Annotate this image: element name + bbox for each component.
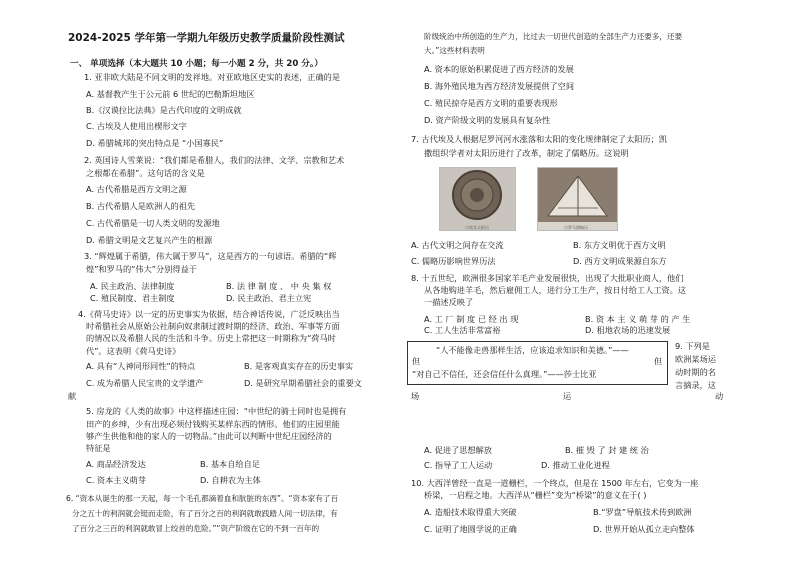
q3-option-a: A. 民主政治、法律制度 bbox=[90, 281, 175, 291]
q5-option-b: B. 基本自给自足 bbox=[200, 459, 260, 469]
q4-stem-line1: 4.《荷马史诗》以一定的历史事实为依据，结合神话传说，广泛反映出当 bbox=[78, 309, 340, 319]
q2-stem-line1: 2. 英国诗人雪莱说：“我们都是希腊人，我们的法律、文学、宗教和艺术 bbox=[84, 155, 345, 165]
egyptian-sun-calendar-image bbox=[439, 167, 516, 231]
q4-option-d: D. 是研究早期希腊社会的重要文 bbox=[244, 378, 362, 388]
q1-option-a: A. 基督教产生于公元前 6 世纪的巴勒斯坦地区 bbox=[86, 89, 255, 99]
q9-quote-1-author-end: 但 bbox=[654, 356, 663, 366]
q8-stem-line3: 一描述反映了 bbox=[424, 297, 474, 307]
q5-stem-line3: 够产生供他和他的家人的一切物品。”由此可以判断中世纪庄园经济的 bbox=[86, 431, 332, 441]
q9-quote-2: “对自己不信任，还会信任什么真理。”——莎士比亚 bbox=[412, 369, 597, 379]
q3-option-b: B. 法 律 制 度 、 中 央 集 权 bbox=[226, 281, 332, 291]
q4-stem-line2: 时希腊社会从原始公社制向奴隶制过渡时期的经济、政治、军事等方面 bbox=[86, 321, 340, 331]
right-column bbox=[397, 0, 794, 561]
q10-option-d: D. 世界开始从孤立走向整体 bbox=[593, 524, 695, 534]
q2-option-b: B. 古代希腊人是欧洲人的祖先 bbox=[86, 201, 196, 211]
q4-stem-line3: 的情况以及希腊人民的生活和斗争。历史上常把这一时期称为“荷马时 bbox=[86, 333, 336, 343]
egyptian-calendar-caption: 古埃及太阳历 bbox=[465, 225, 489, 230]
q1-option-c: C. 古埃及人使用出楔形文字 bbox=[86, 121, 187, 131]
q8-option-c: C. 工人生活非常富裕 bbox=[424, 325, 501, 335]
q8-stem-line2: 从各地购进羊毛，然后雇佣工人，进行分工生产，按日付给工人工资。这 bbox=[424, 285, 687, 295]
q9-side-line2: 欧洲某场运 bbox=[675, 354, 716, 364]
q9-option-b: B. 摧 毁 了 封 建 统 治 bbox=[565, 445, 649, 455]
q10-stem-line2: 桥梁，一启程之地。大西洋从“栅栏”变为“桥梁”的意义在于( ) bbox=[424, 490, 647, 500]
q9-side-line1: 9. 下列是 bbox=[675, 341, 710, 351]
q5-stem-line2: 田产的乡绅，少有出现必须付钱购买某样东西的情形。他们的庄园里能 bbox=[86, 419, 340, 429]
q2-option-d: D. 希腊文明是文艺复兴产生的根源 bbox=[86, 235, 213, 245]
q9-stem-char-3: 动 bbox=[715, 391, 724, 401]
q5-option-c: C. 资本主义萌芽 bbox=[86, 475, 147, 485]
q10-stem-line1: 10. 大西洋曾经一直是一道栅栏，一个终点，但是在 1500 年左右，它变为一座 bbox=[411, 478, 699, 488]
julian-calendar-caption: 古罗马儒略历 bbox=[564, 225, 588, 230]
q7-option-d: D. 西方文明成果源自东方 bbox=[573, 256, 667, 266]
q6-stem-line3: 了百分之三百的利润就敢冒上绞首的危险。”“资产阶级在它的不到一百年的 bbox=[72, 524, 320, 533]
q3-option-d: D. 民主政治、君主立宪 bbox=[226, 293, 312, 303]
q7-stem-line1: 7. 古代埃及人根据尼罗河河水涨落和太阳的变化规律制定了太阳历；凯 bbox=[411, 134, 668, 144]
q10-option-b: B.“罗盘”导航技术传到欧洲 bbox=[593, 507, 692, 517]
q4-option-b: B. 是客观真实存在的历史事实 bbox=[244, 361, 354, 371]
q5-option-a: A. 商品经济发达 bbox=[86, 459, 146, 469]
q8-option-d: D. 租地农场的迅速发展 bbox=[585, 325, 671, 335]
q1-option-b: B.《汉谟拉比法典》是古代印度的文明成就 bbox=[86, 105, 242, 115]
section-heading: 一、 单项选择（本大题共 10 小题；每一小题 2 分，共 20 分。） bbox=[70, 59, 323, 69]
q2-option-a: A. 古代希腊是西方文明之源 bbox=[86, 184, 187, 194]
q9-side-line4: 言摘录，这 bbox=[675, 380, 716, 390]
q6-stem-line4: 阶级统治中所创造的生产力，比过去一切世代创造的全部生产力还要多，还要 bbox=[424, 32, 683, 41]
q4-stem-line4: 代”。这表明《荷马史诗》 bbox=[86, 346, 181, 356]
page-title: 2024-2025 学年第一学期九年级历史教学质量阶段性测试 bbox=[68, 32, 345, 44]
q6-option-b: B. 海外殖民地为西方经济发展提供了空间 bbox=[424, 81, 575, 91]
q2-option-c: C. 古代希腊是一切人类文明的发源地 bbox=[86, 218, 220, 228]
q2-stem-line2: 之根都在希腊”。这句话的含义是 bbox=[86, 168, 205, 178]
q6-stem-line1: 6. “资本从诞生的那一天起，每一个毛孔都滴着血和肮脏的东西”。“资本家有了百 bbox=[66, 494, 339, 503]
q5-option-d: D. 自耕农为主体 bbox=[200, 475, 261, 485]
julian-calendar-image bbox=[537, 167, 618, 231]
q8-stem-line1: 8. 十五世纪，欧洲很多国家羊毛产业发展很快，出现了大批职业商人，他们 bbox=[411, 273, 684, 283]
q4-option-c: C. 成为希腊人民宝贵的文学遗产 bbox=[86, 378, 204, 388]
q9-side-line3: 动时期的名 bbox=[675, 367, 716, 377]
q7-option-a: A. 古代文明之间存在交流 bbox=[411, 240, 504, 250]
q4-option-a: A. 具有“人神同形同性”的特点 bbox=[86, 361, 196, 371]
q3-option-c: C. 殖民制度、君主制度 bbox=[90, 293, 175, 303]
q9-option-d: D. 推动工业化进程 bbox=[541, 460, 610, 470]
q9-quote-1-author-start: 但 bbox=[412, 356, 421, 366]
q9-quote-box bbox=[407, 341, 668, 385]
q1-option-d: D. 希腊城邦的突出特点是 “小国寡民” bbox=[86, 138, 224, 148]
q3-stem-line2: 煌”和罗马的“伟大”分别得益于 bbox=[86, 264, 197, 274]
q3-stem-line1: 3. “辉煌属于希腊，伟大属于罗马”，这是西方的一句谚语。希腊的“辉 bbox=[84, 251, 337, 261]
q7-stem-line2: 撒组织学者对太阳历进行了改革，制定了儒略历。这说明 bbox=[424, 148, 629, 158]
q9-option-c: C. 指导了工人运动 bbox=[424, 460, 493, 470]
q7-option-c: C. 儒略历影响世界历法 bbox=[411, 256, 496, 266]
q6-option-c: C. 殖民掠夺是西方文明的重要表现形 bbox=[424, 98, 558, 108]
q7-option-b: B. 东方文明优于西方文明 bbox=[573, 240, 666, 250]
q4-option-d-cont: 献 bbox=[68, 391, 77, 401]
q6-option-a: A. 资本的原始积累促进了西方经济的发展 bbox=[424, 64, 574, 74]
q5-stem-line1: 5. 房龙的《人类的故事》中这样描述庄园：“中世纪的骑士同时也是拥有 bbox=[86, 406, 347, 416]
q9-quote-1: “人不能像走兽那样生活，应该追求知识和美德。”—— bbox=[436, 345, 629, 355]
q1-stem: 1. 亚非欧大陆是不同文明的发祥地。对亚欧地区史实的表述，正确的是 bbox=[84, 72, 341, 82]
q9-stem-char-1: 场 bbox=[411, 391, 420, 401]
q9-option-a: A. 促进了思想解放 bbox=[424, 445, 492, 455]
q10-option-a: A. 造船技术取得重大突破 bbox=[424, 507, 517, 517]
q6-stem-line5: 大。”这些材料表明 bbox=[424, 46, 485, 55]
q8-option-b: B. 资 本 主 义 萌 芽 的 产 生 bbox=[585, 314, 691, 324]
q6-option-d: D. 资产阶级文明的发展具有复杂性 bbox=[424, 115, 551, 125]
q9-stem-char-2: 运 bbox=[563, 391, 572, 401]
q6-stem-line2: 分之五十的利润就会铤而走险，有了百分之百的利润就敢践踏人间一切法律，有 bbox=[72, 509, 338, 518]
q10-option-c: C. 证明了地圆学说的正确 bbox=[424, 524, 517, 534]
q8-option-a: A. 工 厂 制 度 已 经 出 现 bbox=[424, 314, 519, 324]
q5-stem-line4: 特征是 bbox=[86, 443, 111, 453]
